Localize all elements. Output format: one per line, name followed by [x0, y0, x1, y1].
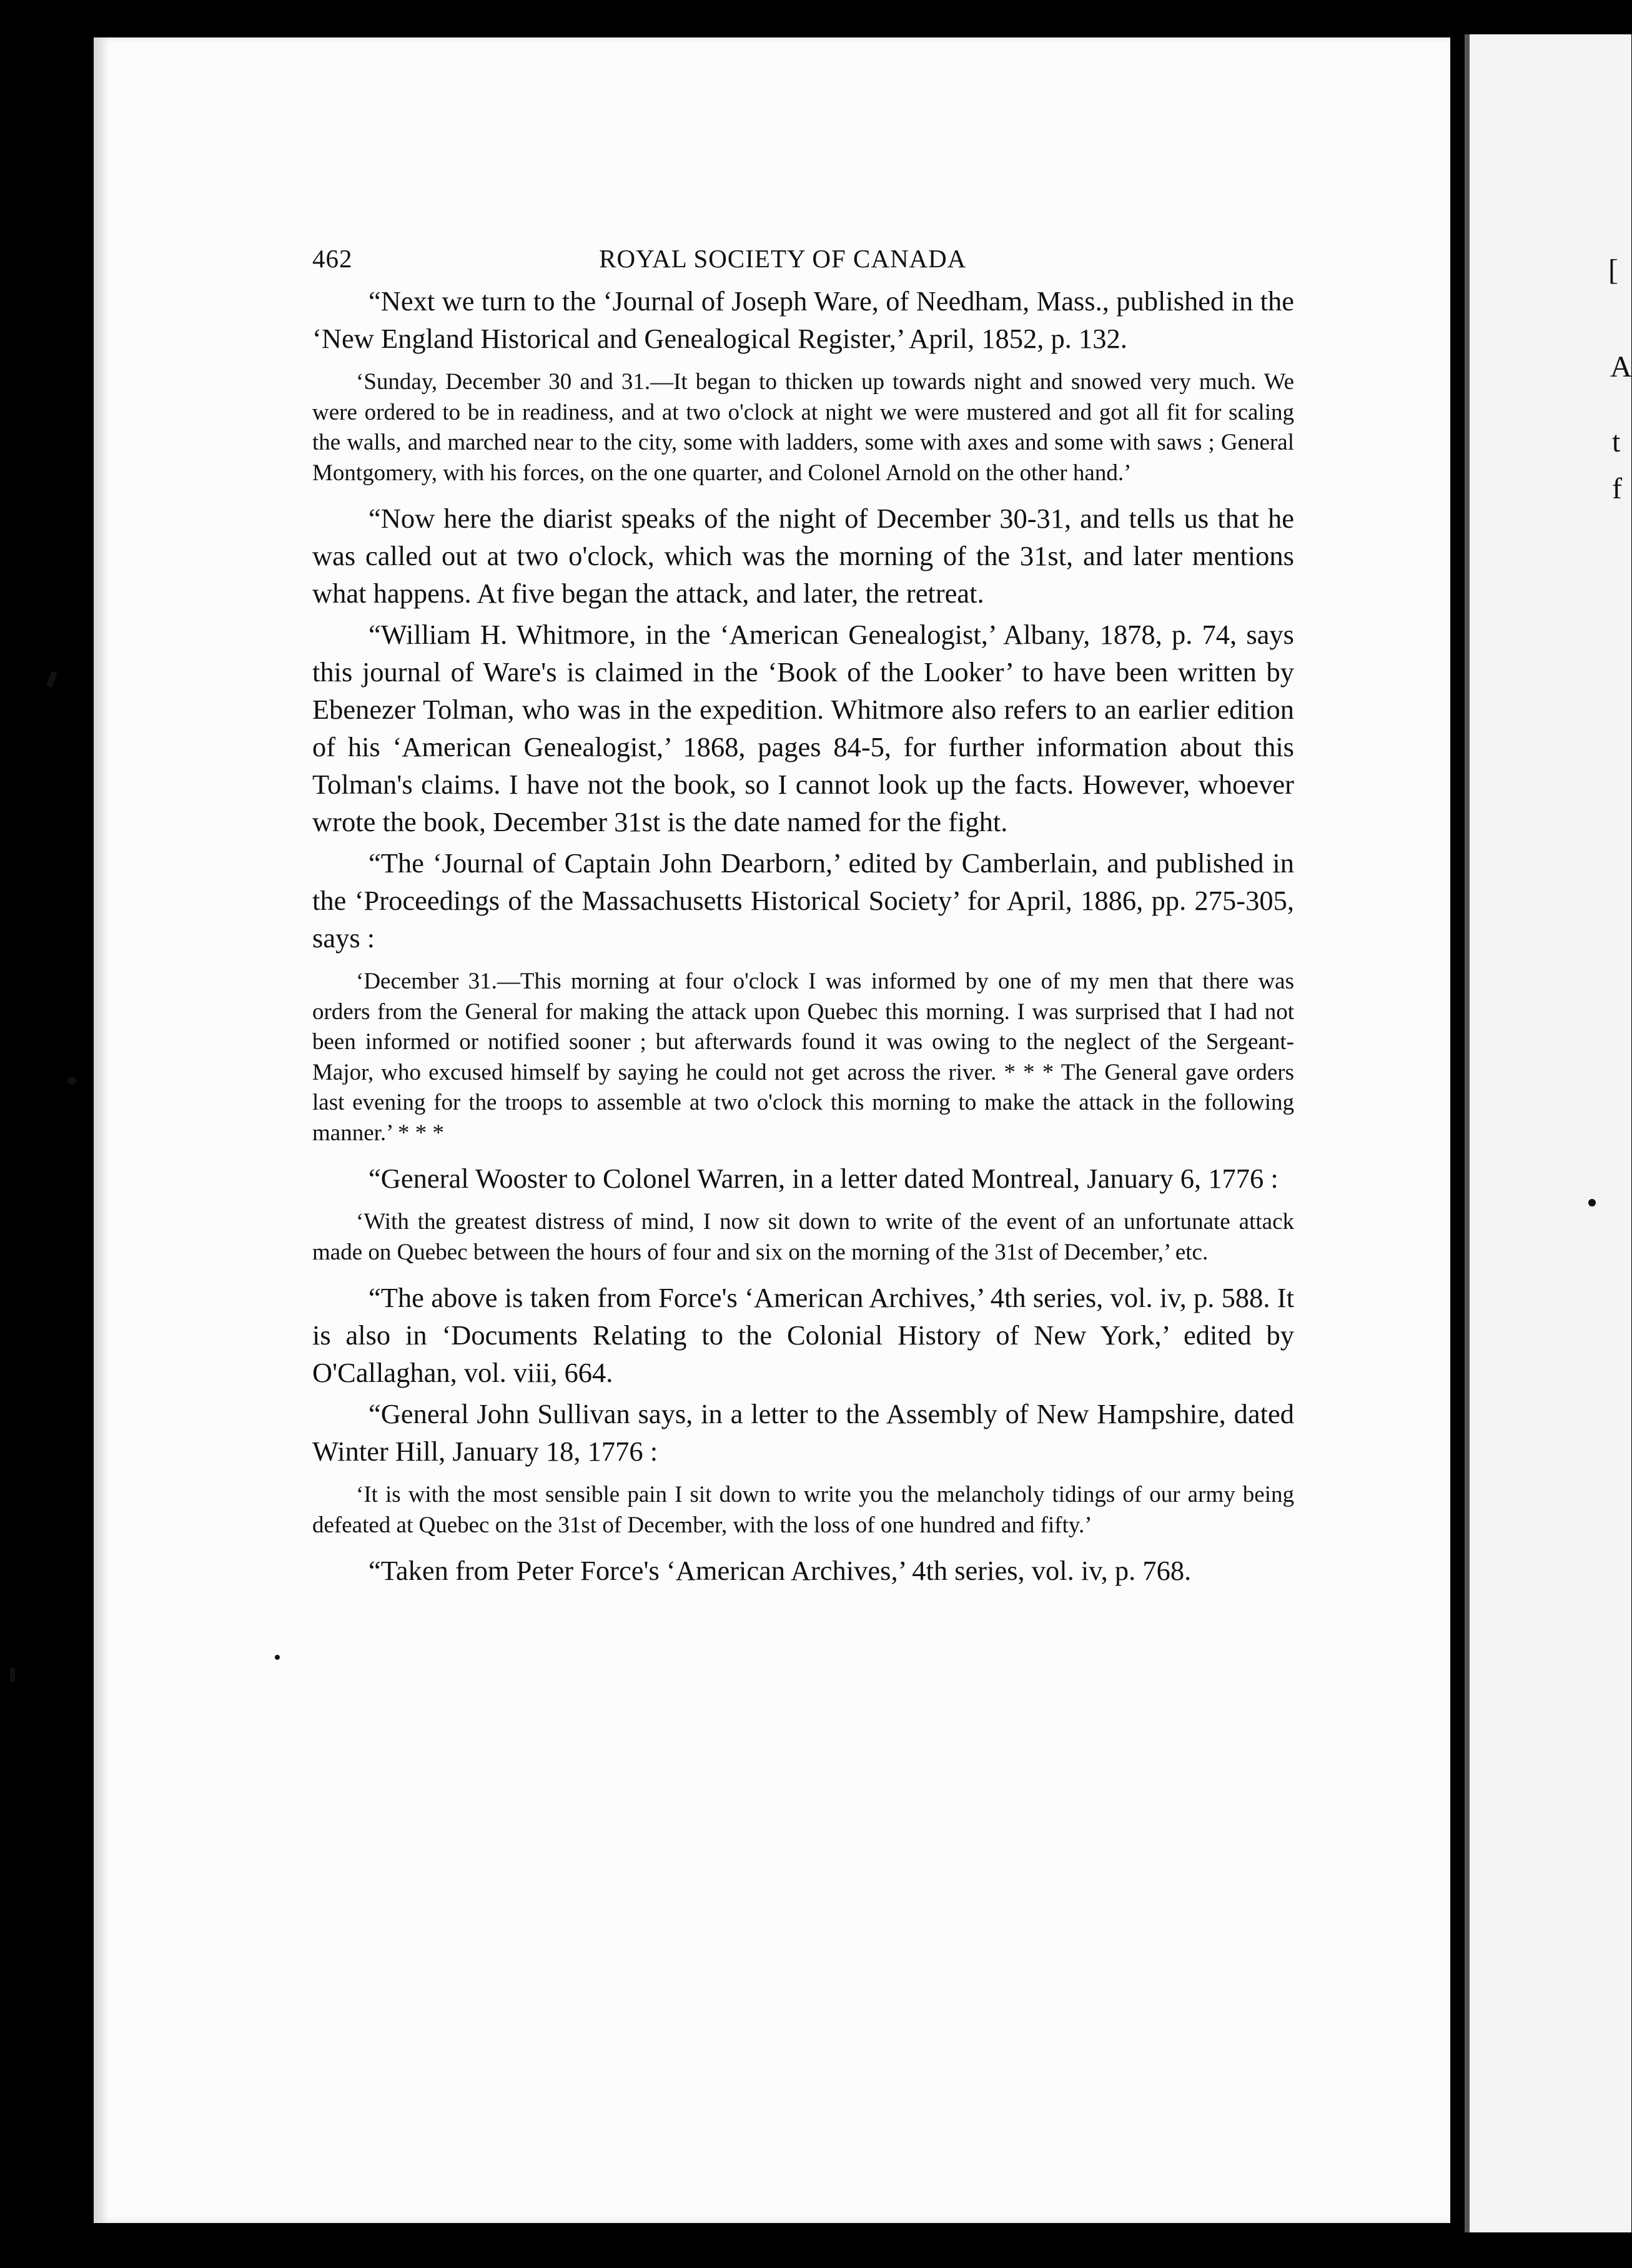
margin-mark — [46, 671, 57, 688]
margin-mark — [10, 1667, 15, 1682]
quoted-passage: ‘Sunday, December 30 and 31.—It began to thicken up towards night and snowed very much. We were ordered to be in readiness, and at two o'clock at night we were mustered and got all fit for scaling the walls, and marched near to the city, some with ladders, some with axes and some with saws ; General Montgomery, with his forces, on the one quarter, and Colonel Arnold on the other hand.’ — [312, 369, 1294, 486]
running-header — [312, 244, 1294, 274]
page-number: 462 — [312, 244, 353, 273]
facing-page-fragment: t — [1612, 425, 1621, 458]
facing-page-fragment: [ — [1608, 254, 1618, 287]
quoted-passage: ‘With the greatest distress of mind, I now sit down to write of the event of an unfortunate attack made on Quebec between the hours of four and six on the morning of the 31st of December,’ etc. — [312, 1209, 1294, 1265]
margin-mark — [67, 1077, 76, 1085]
body-paragraph: “The ‘Journal of Captain John Dearborn,’ edited by Camberlain, and published in the ‘Proceedings of the Massachusetts Historical Society’ for April, 1886, pp. 275-305, says : — [312, 847, 1294, 954]
quoted-passage: ‘December 31.—This morning at four o'clock I was informed by one of my men that there was orders from the General for making the attack upon Quebec this morning. I was surprised that I had not been informed or notified sooner ; but afterwards found it was owing to the neglect of the Sergeant-Major, who excused himself by saying he could not get across the river. * * * The General gave orders last evening for the troops to assemble at two o'clock this morning to make the attack in the following manner.’ * * * — [312, 969, 1294, 1146]
body-paragraph: “Taken from Peter Force's ‘American Archives,’ 4th series, vol. iv, p. 768. — [368, 1555, 1192, 1586]
body-paragraph: “William H. Whitmore, in the ‘American Genealogist,’ Albany, 1878, p. 74, says this journal of Ware's is claimed in the ‘Book of the Looker’ to have been written by Ebenezer Tolman, who was in the expedition. Whitmore also refers to an earlier edition of his ‘American Genealogist,’ 1868, pages 84-5, for further information about this Tolman's claims. I have not the book, so I cannot look up the facts. However, whoever wrote the book, December 31st is the date named for the fight. — [312, 619, 1294, 837]
body-paragraph: “General Wooster to Colonel Warren, in a letter dated Montreal, January 6, 1776 : — [368, 1163, 1278, 1194]
body-paragraph: “Next we turn to the ‘Journal of Joseph Ware, of Needham, Mass., published in the ‘New England Historical and Genealogical Register,’ April, 1852, p. 132. — [312, 285, 1294, 354]
running-title: ROYAL SOCIETY OF CANADA — [599, 244, 967, 273]
body-paragraph: “The above is taken from Force's ‘American Archives,’ 4th series, vol. iv, p. 588. It is also in ‘Documents Relating to the Colonial History of New York,’ edited by O'Callaghan, vol. viii, 664. — [312, 1282, 1294, 1388]
body-paragraph: “General John Sullivan says, in a letter to the Assembly of New Hampshire, dated Winter Hill, January 18, 1776 : — [312, 1398, 1294, 1467]
ink-speck — [1588, 1199, 1596, 1206]
facing-page-edge — [1465, 34, 1631, 2232]
quoted-passage: ‘It is with the most sensible pain I sit down to write you the melancholy tidings of our army being defeated at Quebec on the 31st of December, with the loss of one hundred and fifty.’ — [312, 1482, 1294, 1538]
page-content — [312, 244, 1294, 1593]
margin-mark — [275, 1655, 280, 1660]
facing-page-fragment: A — [1610, 350, 1632, 383]
facing-page-fragment: f — [1612, 472, 1622, 505]
body-paragraph: “Now here the diarist speaks of the night of December 30-31, and tells us that he was called out at two o'clock, which was the morning of the 31st, and later mentions what happens. At five began the attack, and later, the retreat. — [312, 503, 1294, 609]
